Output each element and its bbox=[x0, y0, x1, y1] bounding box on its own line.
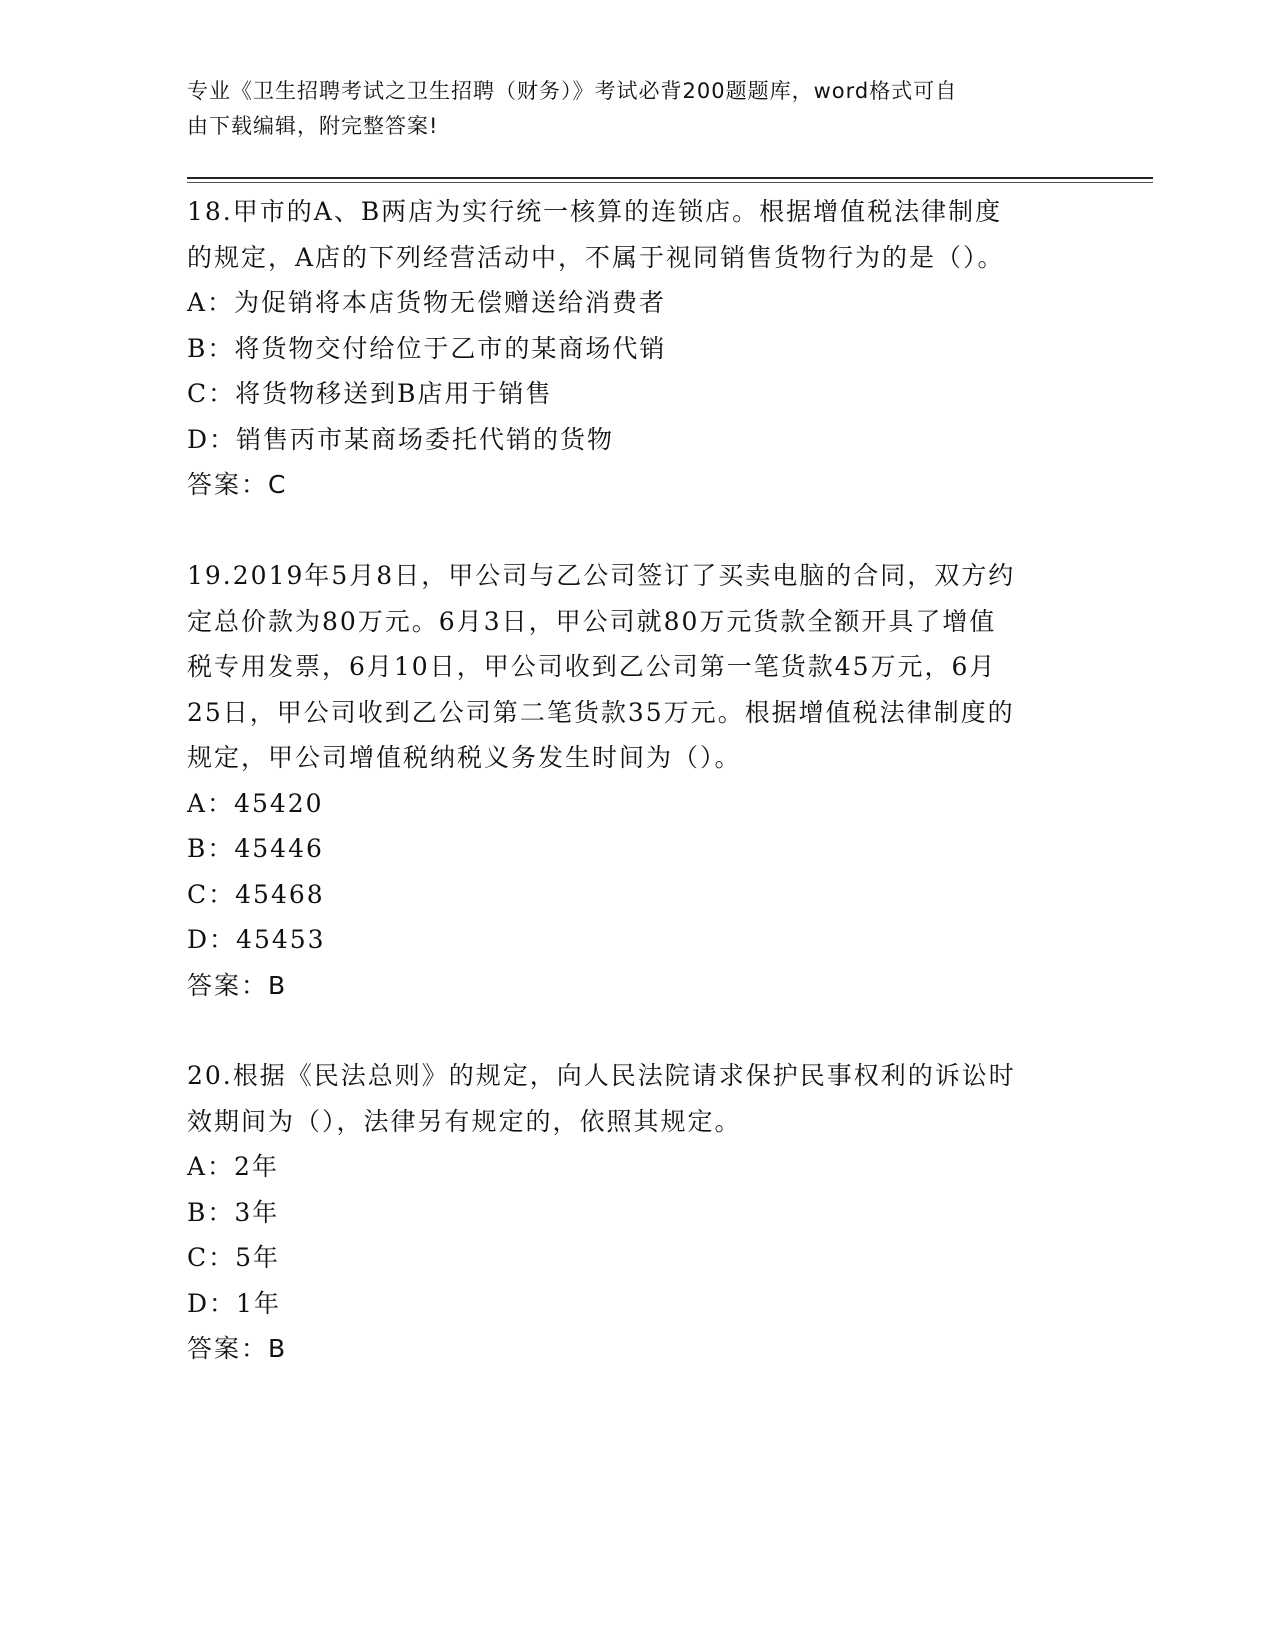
option-a: A：2年 bbox=[187, 1152, 279, 1181]
option-c: C：5年 bbox=[187, 1243, 281, 1272]
header-line-2: 由下载编辑，附完整答案! bbox=[187, 114, 439, 138]
answer-line: 答案：B bbox=[187, 1334, 288, 1363]
option-d: D：1年 bbox=[187, 1288, 281, 1318]
question-stem-line: 19.2019年5月8日，甲公司与乙公司签订了买卖电脑的合同，双方约 bbox=[187, 561, 1016, 590]
question-stem-line: 税专用发票，6月10日，甲公司收到乙公司第一笔货款45万元，6月 bbox=[187, 652, 997, 681]
header-line-1: 专业《卫生招聘考试之卫生招聘（财务）》考试必背200题题库，word格式可自 bbox=[187, 79, 958, 103]
option-c: C：将货物移送到B店用于销售 bbox=[187, 379, 553, 408]
option-a: A：为促销将本店货物无偿赠送给消费者 bbox=[187, 288, 667, 317]
option-a: A：45420 bbox=[187, 788, 324, 818]
question-stem-line: 20.根据《民法总则》的规定，向人民法院请求保护民事权利的诉讼时 bbox=[187, 1061, 1016, 1090]
question-stem-line: 定总价款为80万元。6月3日，甲公司就80万元货款全额开具了增值 bbox=[187, 606, 997, 636]
question-stem-line: 的规定，A店的下列经营活动中，不属于视同销售货物行为的是（）。 bbox=[187, 242, 1005, 272]
option-d: D：销售丙市某商场委托代销的货物 bbox=[187, 424, 615, 454]
question-18 bbox=[187, 189, 1087, 508]
question-19 bbox=[187, 553, 1087, 1008]
option-b: B：45446 bbox=[187, 834, 324, 863]
option-b: B：3年 bbox=[187, 1197, 280, 1227]
answer-line: 答案：B bbox=[187, 970, 288, 1000]
question-stem-line: 18.甲市的A、B两店为实行统一核算的连锁店。根据增值税法律制度 bbox=[187, 197, 1003, 226]
option-d: D：45453 bbox=[187, 925, 326, 954]
option-c: C：45468 bbox=[187, 879, 325, 909]
answer-line: 答案：C bbox=[187, 470, 288, 499]
option-b: B：将货物交付给位于乙市的某商场代销 bbox=[187, 333, 667, 363]
question-stem-line: 效期间为（），法律另有规定的，依照其规定。 bbox=[187, 1106, 742, 1136]
header-divider-thick bbox=[187, 177, 1153, 179]
header-divider-thin bbox=[187, 182, 1153, 183]
question-stem-line: 规定，甲公司增值税纳税义务发生时间为（）。 bbox=[187, 743, 742, 772]
question-stem-line: 25日，甲公司收到乙公司第二笔货款35万元。根据增值税法律制度的 bbox=[187, 697, 1015, 727]
question-20 bbox=[187, 1053, 1087, 1372]
document-header bbox=[187, 74, 1067, 144]
